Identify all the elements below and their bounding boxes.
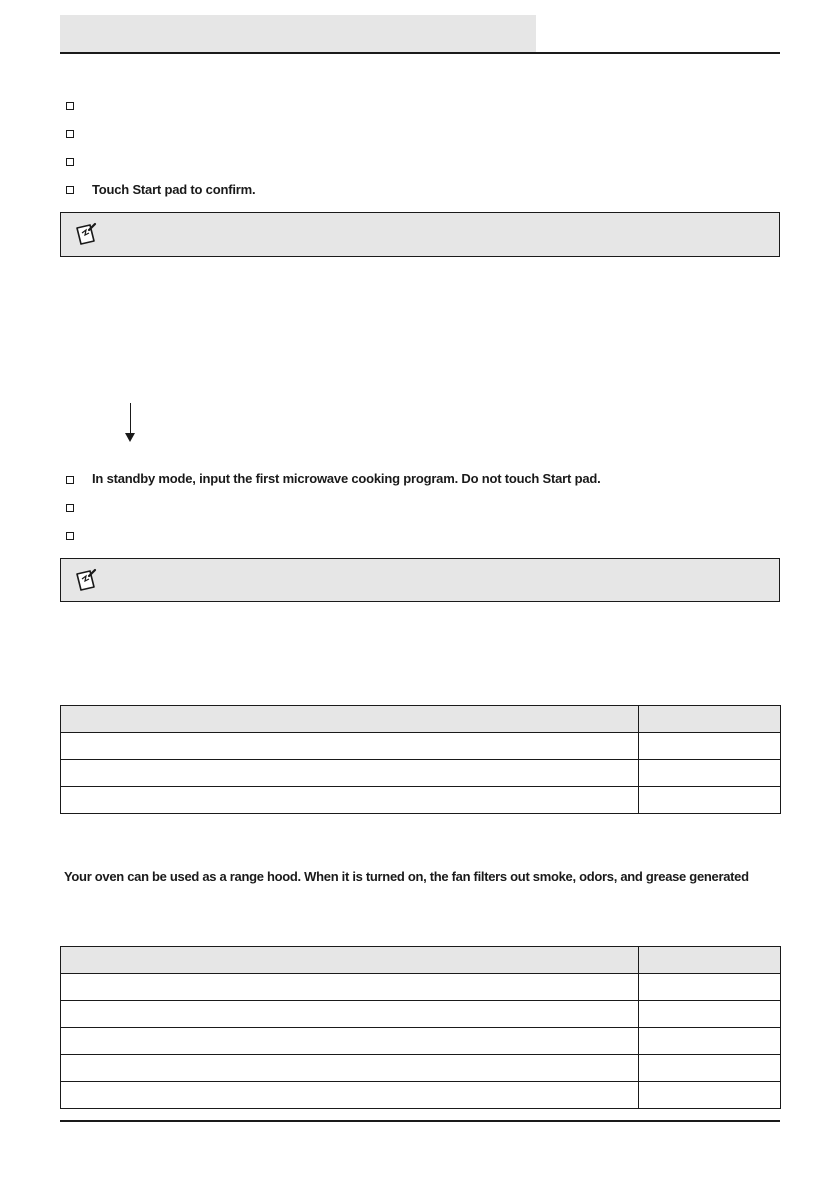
checkbox-bullet [66, 158, 74, 166]
table-row [61, 1082, 781, 1109]
note-box [60, 212, 780, 257]
arrow-down-icon [130, 403, 131, 437]
table-cell [639, 1055, 781, 1082]
table-cell [639, 760, 781, 787]
checkbox-bullet [66, 476, 74, 484]
table-row [61, 787, 781, 814]
table-cell [61, 1001, 639, 1028]
table-cell [639, 787, 781, 814]
table-cell [61, 733, 639, 760]
table-header-row [61, 706, 781, 733]
table-cell [61, 1028, 639, 1055]
table-row [61, 1001, 781, 1028]
table-cell [61, 760, 639, 787]
table-cell [639, 947, 781, 974]
table-cell [61, 787, 639, 814]
table-cell [61, 947, 639, 974]
table-1 [60, 705, 781, 814]
note-box [60, 558, 780, 602]
table-cell [639, 1028, 781, 1055]
table-cell [61, 974, 639, 1001]
table-cell [61, 1055, 639, 1082]
table-cell [639, 733, 781, 760]
table-row [61, 1055, 781, 1082]
header-rule [60, 52, 780, 54]
table-cell [61, 1082, 639, 1109]
range-hood-paragraph: Your oven can be used as a range hood. When it is turned on, the fan filters out smoke, odors, and grease generated [64, 869, 749, 884]
table-cell [639, 974, 781, 1001]
table-row [61, 1028, 781, 1055]
table-row [61, 974, 781, 1001]
checkbox-bullet [66, 102, 74, 110]
table-2 [60, 946, 781, 1109]
checkbox-bullet [66, 130, 74, 138]
step-item: Touch Start pad to confirm. [92, 182, 256, 197]
table-cell [61, 706, 639, 733]
header-tab [60, 15, 536, 52]
table-cell [639, 1001, 781, 1028]
footer-rule [60, 1120, 780, 1122]
step-item: In standby mode, input the first microwave cooking program. Do not touch Start pad. [92, 471, 601, 486]
checkbox-bullet [66, 532, 74, 540]
table-cell [639, 1082, 781, 1109]
note-pencil-icon [73, 221, 99, 247]
table-row [61, 733, 781, 760]
table-header-row [61, 947, 781, 974]
table-cell [639, 706, 781, 733]
checkbox-bullet [66, 504, 74, 512]
note-pencil-icon [73, 567, 99, 593]
arrow-head [125, 433, 135, 442]
checkbox-bullet [66, 186, 74, 194]
table-row [61, 760, 781, 787]
